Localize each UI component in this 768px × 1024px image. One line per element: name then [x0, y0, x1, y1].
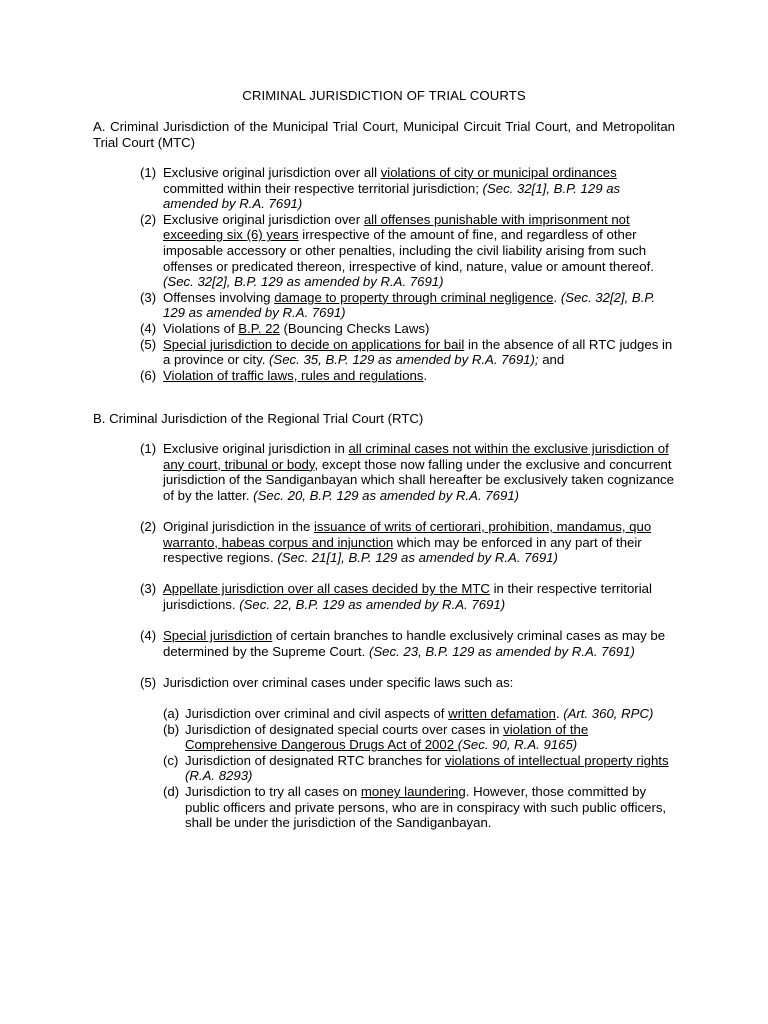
item-citation: (Sec. 32[2], B.P. 129 as amended by R.A. 7691) — [163, 274, 444, 290]
subitem-letter: (b) — [163, 721, 180, 737]
item-underlined-text: Violation of traffic laws, rules and regulations — [163, 367, 424, 383]
item-number: (3) — [140, 581, 157, 597]
item-text: Exclusive original jurisdiction in — [163, 441, 349, 456]
section-a-item-4 — [140, 321, 676, 337]
section-a-item-1 — [140, 165, 676, 212]
item-number: (1) — [140, 165, 157, 180]
section-a-item-2 — [140, 212, 676, 290]
item-number: (4) — [140, 628, 157, 644]
item-underlined-text: violation of the Comprehensive Dangerous Drugs Act of 2002 — [185, 721, 589, 753]
item-text: Exclusive original jurisdiction over all — [163, 165, 381, 180]
item-text: irrespective of the amount of fine, and regardless of other imposable accessory or other penalties, including the civil liability arising from such offenses or predicated thereon, irrespective of kind, nature, value or amount thereof. — [163, 227, 654, 274]
section-b-item-3 — [140, 581, 676, 612]
section-a-item-3 — [140, 290, 676, 321]
item-text: in their respective territorial jurisdictions. — [163, 581, 652, 612]
item-underlined-text: money laundering — [360, 784, 466, 800]
section-a-item-5 — [140, 337, 676, 368]
subitem-letter: (a) — [163, 706, 180, 722]
section-b-item-1 — [140, 441, 676, 503]
item-text: Violations of — [163, 320, 239, 336]
item-citation: (Sec. 20, B.P. 129 as amended by R.A. 7691) — [253, 487, 520, 503]
item-number: (5) — [140, 336, 157, 352]
item-citation: (Sec. 21[1], B.P. 129 as amended by R.A. 7691) — [277, 550, 558, 566]
section-b-subitem-c — [163, 753, 676, 784]
section-b-list — [140, 441, 676, 831]
section-b-item-2 — [140, 519, 676, 566]
item-number: (1) — [140, 441, 157, 456]
item-text: Exclusive original jurisdiction over — [163, 211, 364, 227]
item-text: . — [423, 367, 428, 383]
item-text: Jurisdiction of designated special courts over cases in — [185, 721, 504, 737]
item-citation: (Sec. 32[2], B.P. 129 as amended by R.A. 7691) — [163, 289, 656, 321]
item-underlined-text: Special jurisdiction — [163, 628, 273, 644]
section-b-heading: B. Criminal Jurisdiction of the Regional Trial Court (RTC) — [93, 411, 424, 426]
subitem-letter: (c) — [163, 752, 179, 768]
item-number: (4) — [140, 320, 157, 336]
item-underlined-text: Special jurisdiction to decide on applications for bail — [163, 336, 465, 352]
item-underlined-text: damage to property through criminal negligence — [274, 289, 554, 305]
item-citation: (Art. 360, RPC) — [563, 706, 654, 722]
item-underlined-text: issuance of writs of certiorari, prohibition, mandamus, quo warranto, habeas corpus and injunction — [163, 518, 652, 550]
item-citation: (Sec. 35, B.P. 129 as amended by R.A. 7691); — [269, 352, 539, 368]
section-b-sublist — [163, 706, 676, 831]
item-underlined-text: all offenses punishable with imprisonment not exceeding six (6) years — [163, 211, 630, 243]
item-text: and — [538, 352, 565, 368]
section-b-item-4 — [140, 628, 676, 659]
item-number: (6) — [140, 367, 157, 383]
item-text: of certain branches to handle exclusively criminal cases as may be determined by the Supreme Court. — [163, 628, 666, 659]
item-number: (5) — [140, 674, 157, 690]
item-underlined-text: B.P. 22 — [238, 320, 280, 336]
item-text: Jurisdiction to try all cases on — [185, 784, 361, 800]
item-citation: (Sec. 90, R.A. 9165) — [457, 737, 578, 753]
section-b-item-5 — [140, 675, 676, 831]
item-citation: (R.A. 8293) — [185, 768, 253, 784]
document-title: CRIMINAL JURISDICTION OF TRIAL COURTS — [242, 88, 526, 103]
item-text: Offenses involving — [163, 289, 275, 305]
section-b-subitem-d — [163, 784, 676, 831]
item-text: . — [555, 706, 564, 722]
section-a-list — [140, 165, 676, 383]
subitem-letter: (d) — [163, 784, 180, 800]
item-text: Jurisdiction over criminal and civil aspects of — [185, 706, 449, 722]
item-citation: (Sec. 23, B.P. 129 as amended by R.A. 7691) — [368, 643, 635, 659]
section-a-heading: A. Criminal Jurisdiction of the Municipal Trial Court, Municipal Circuit Trial Court, and Metropolitan Trial Court (MTC) — [93, 119, 675, 150]
item-number: (2) — [140, 518, 157, 534]
item-underlined-text: all criminal cases not within the exclusive jurisdiction of any court, tribunal or body — [163, 441, 669, 472]
item-text: Jurisdiction over criminal cases under specific laws such as: — [163, 674, 514, 690]
item-underlined-text: violations of intellectual property rights — [444, 752, 669, 768]
item-text: which may be enforced in any part of their respective regions. — [163, 534, 642, 566]
item-text: (Bouncing Checks Laws) — [279, 320, 430, 336]
section-b-subitem-a — [163, 706, 676, 722]
item-text: Jurisdiction of designated RTC branches for — [185, 752, 445, 768]
item-underlined-text: Appellate jurisdiction over all cases decided by the MTC — [163, 581, 490, 597]
item-text: . However, those committed by public officers and private persons, who are in conspiracy with such public officers, shall be under the jurisdiction of the Sandiganbayan. — [185, 784, 667, 831]
item-number: (3) — [140, 289, 157, 305]
item-text: . — [553, 289, 561, 305]
section-a-item-6 — [140, 368, 676, 384]
item-text: committed within their respective territorial jurisdiction; — [163, 180, 483, 196]
item-citation: (Sec. 32[1], B.P. 129 as amended by R.A. 7691) — [163, 180, 621, 212]
item-text: in the absence of all RTC judges in a province or city. — [163, 336, 673, 368]
item-underlined-text: violations of city or municipal ordinances — [380, 165, 617, 180]
item-underlined-text: written defamation — [448, 706, 556, 722]
item-citation: (Sec. 22, B.P. 129 as amended by R.A. 7691) — [239, 596, 506, 612]
item-number: (2) — [140, 211, 157, 227]
item-text: , except those now falling under the exclusive and concurrent jurisdiction of the Sandiganbayan which shall hereafter be exclusively taken cognizance of by the latter. — [163, 456, 674, 503]
section-b-subitem-b — [163, 722, 676, 753]
item-text: Original jurisdiction in the — [163, 518, 314, 534]
